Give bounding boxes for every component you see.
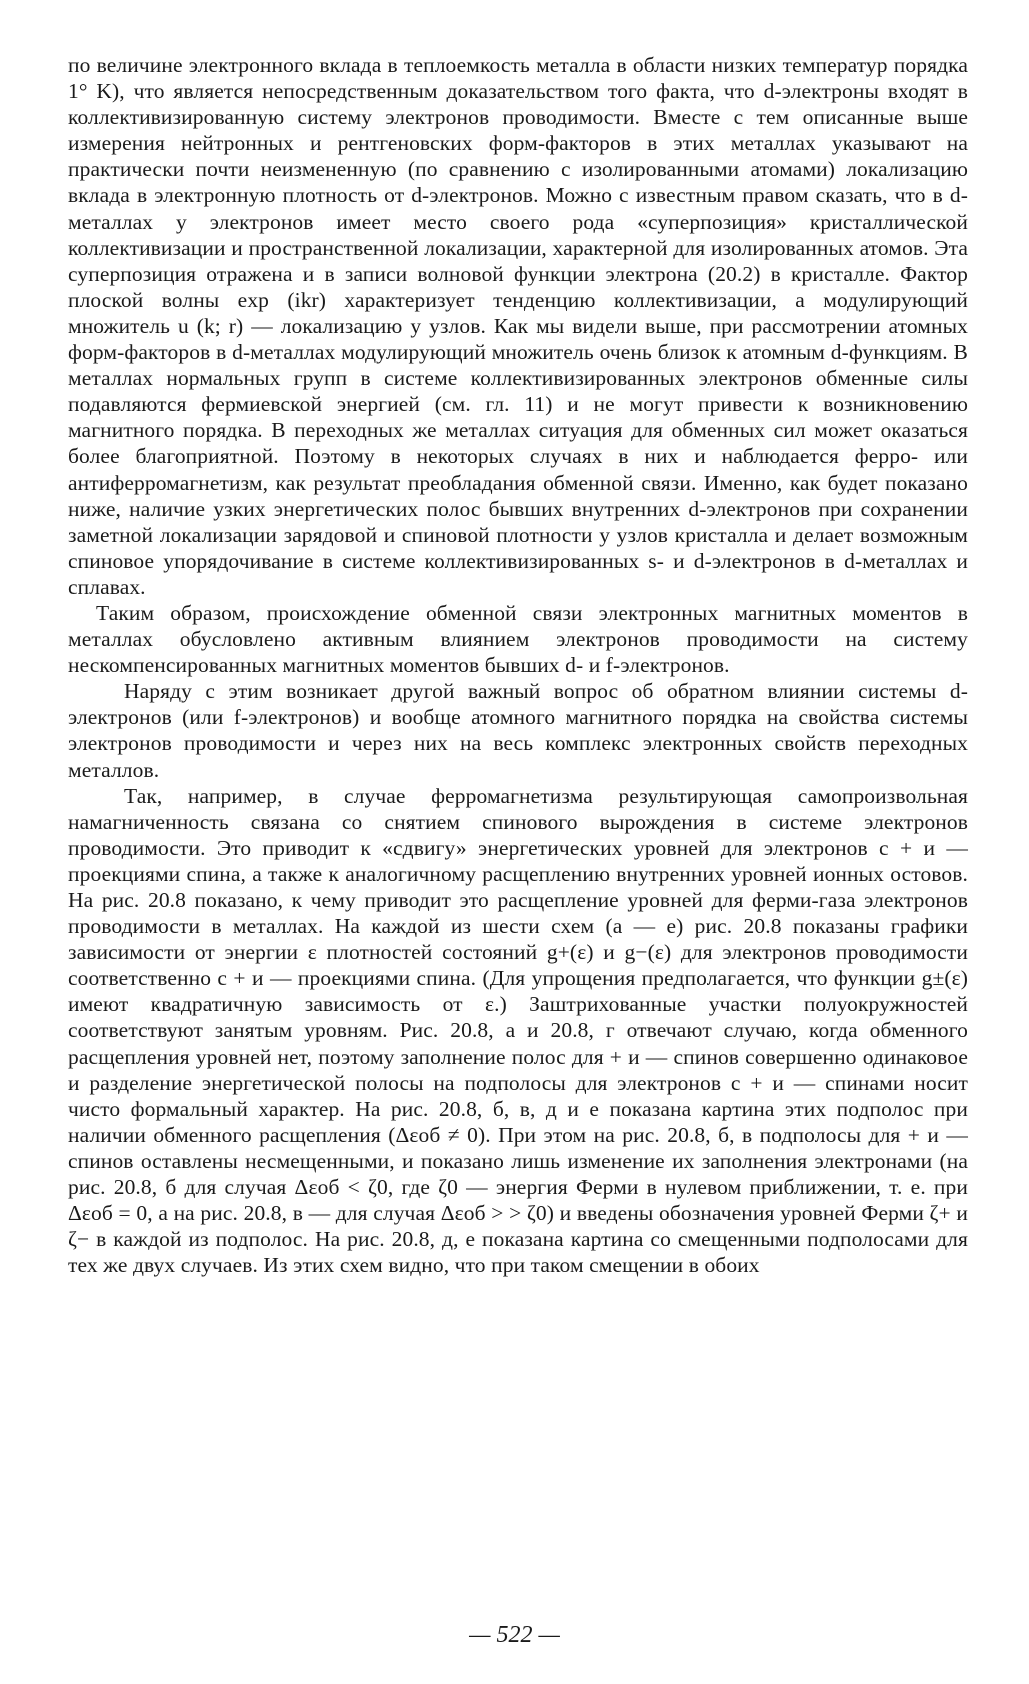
page-body: [68, 52, 968, 1278]
paragraph-2: Таким образом, происхождение обменной связи электронных магнитных моментов в металлах обусловлено активным влиянием электронов проводимости на систему нескомпенсированных магнитных моментов бывших d- и f-электронов.: [68, 600, 968, 678]
paragraph-1: по величине электронного вклада в теплоемкость металла в области низких температур порядка 1° K), что является непосредственным доказательством того факта, что d-электроны входят в коллективизированную систему электронов проводимости. Вместе с тем описанные выше измерения нейтронных и рентгеновских форм-факторов в этих металлах указывают на практически почти неизмененную (по сравнению с изолированными атомами) локализацию вклада в электронную плотность от d-электронов. Можно с известным правом сказать, что в d-металлах у электронов имеет место своего рода «суперпозиция» кристаллической коллективизации и пространственной локализации, характерной для изолированных атомов. Эта суперпозиция отражена и в записи волновой функции электрона (20.2) в кристалле. Фактор плоской волны exp (ikr) характеризует тенденцию коллективизации, а модулирующий множитель u (k; r) — локализацию у узлов. Как мы видели выше, при рассмотрении атомных форм-факторов в d-металлах модулирующий множитель очень близок к атомным d-функциям. В металлах нормальных групп в системе коллективизированных электронов обменные силы подавляются фермиевской энергией (см. гл. 11) и не могут привести к возникновению магнитного порядка. В переходных же металлах ситуация для обменных сил может оказаться более благоприятной. Поэтому в некоторых случаях в них и наблюдается ферро- или антиферромагнетизм, как результат преобладания обменной связи. Именно, как будет показано ниже, наличие узких энергетических полос бывших внутренних d-электронов при сохранении заметной локализации зарядовой и спиновой плотности у узлов кристалла и делает возможным спиновое упорядочивание в системе коллективизированных s- и d-электронов в d-металлах и сплавах.: [68, 53, 968, 599]
paragraph-3: Наряду с этим возникает другой важный вопрос об обратном влиянии системы d-электронов (или f-электронов) и вообще атомного магнитного порядка на свойства системы электронов проводимости и через них на весь комплекс электронных свойств переходных металлов.: [68, 679, 968, 782]
page-number: — 522 —: [469, 1622, 560, 1648]
paragraph-4: Так, например, в случае ферромагнетизма результирующая самопроизвольная намагниченность связана со снятием спинового вырождения в системе электронов проводимости. Это приводит к «сдвигу» энергетических уровней для электронов с + и — проекциями спина, а также к аналогичному расщеплению внутренних уровней ионных остовов. На рис. 20.8 показано, к чему приводит это расщепление уровней для ферми-газа электронов проводимости в металлах. На каждой из шести схем (а — е) рис. 20.8 показаны графики зависимости от энергии ε плотностей состояний g+(ε) и g−(ε) для электронов проводимости соответственно с + и — проекциями спина. (Для упрощения предполагается, что функции g±(ε) имеют квадратичную зависимость от ε.) Заштрихованные участки полуокружностей соответствуют занятым уровням. Рис. 20.8, а и 20.8, г отвечают случаю, когда обменного расщепления уровней нет, поэтому заполнение полос для + и — спинов совершенно одинаковое и разделение энергетической полосы на подполосы для электронов с + и — спинами носит чисто формальный характер. На рис. 20.8, б, в, д и е показана картина этих подполос при наличии обменного расщепления (Δεоб ≠ 0). При этом на рис. 20.8, б, в подполосы для + и — спинов оставлены несмещенными, и показано лишь изменение их заполнения электронами (на рис. 20.8, б для случая Δεоб < ζ0, где ζ0 — энергия Ферми в нулевом приближении, т. е. при Δεоб = 0, а на рис. 20.8, в — для случая Δεоб > > ζ0) и введены обозначения уровней Ферми ζ+ и ζ− в каждой из подполос. На рис. 20.8, д, е показана картина со смещенными подполосами для тех же двух случаев. Из этих схем видно, что при таком смещении в обоих: [68, 783, 968, 1278]
